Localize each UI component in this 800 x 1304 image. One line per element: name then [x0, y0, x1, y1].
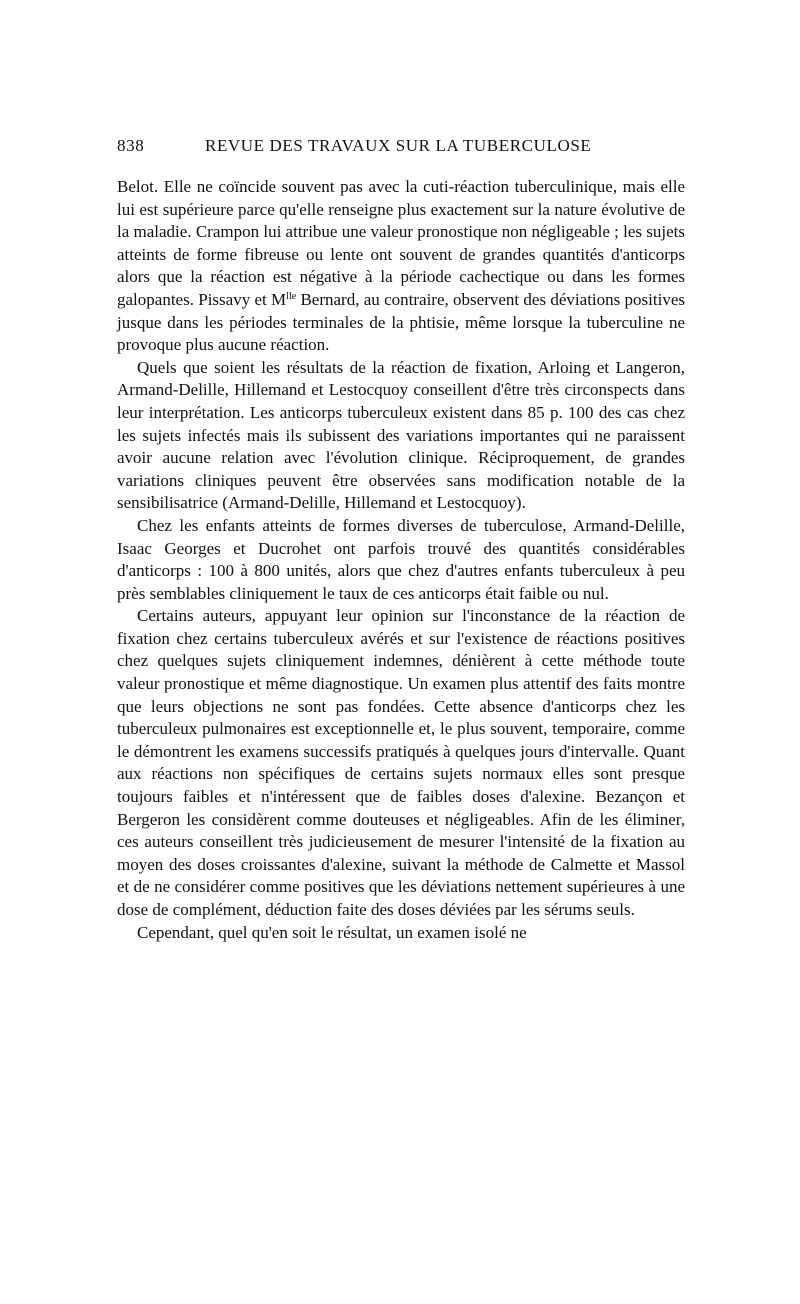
paragraph-continued [117, 176, 685, 357]
page-number: 838 [117, 136, 145, 155]
paragraph: Quels que soient les résultats de la réaction de fixation, Arloing et Langeron, Armand-Delille, Hillemand et Lestocquoy conseillent d'être très circonspects dans leur interprétation. Les anticorps tuberculeux existent dans 85 p. 100 des cas chez les sujets infectés mais ils subissent des variations importantes qui ne paraissent avoir aucune relation avec l'évolution clinique. Réciproquement, de grandes variations cliniques peuvent être observées sans modification notable de la sensibilisatrice (Armand-Delille, Hillemand et Lestocquoy). [117, 357, 685, 513]
running-head [117, 136, 685, 160]
paragraph-text-before: Belot. Elle ne coïncide souvent pas avec la cuti-réaction tuberculinique, mais elle lui est supérieure parce qu'elle renseigne plus exactement sur la nature évolutive de la maladie. Crampon lui attribue une valeur pronostique non négligeable ; les sujets atteints de forme fibreuse ou lente ont souvent de grandes quantités d'anticorps alors que la réaction est négative à la période cachectique ou dans les formes galopantes. Pissavy et M [117, 177, 685, 309]
paragraph: Cependant, quel qu'en soit le résultat, un examen isolé ne [137, 922, 527, 942]
body-text [117, 176, 685, 944]
running-title: REVUE DES TRAVAUX SUR LA TUBERCULOSE [205, 136, 592, 155]
book-page [117, 136, 685, 944]
paragraph: Certains auteurs, appuyant leur opinion sur l'inconstance de la réaction de fixation chez certains tuberculeux avérés et sur l'existence de réactions positives chez quelques sujets cliniquement indemnes, dénièrent à cette méthode toute valeur pronostique et même diagnostique. Un examen plus attentif des faits montre que leurs objections ne sont pas fondées. Cette absence d'anticorps chez les tuberculeux pulmonaires est exceptionnelle et, le plus souvent, temporaire, comme le démontrent les examens successifs pratiqués à quelques jours d'intervalle. Quant aux réactions non spécifiques de certains sujets normaux elles sont presque toujours faibles et n'intéressent que de faibles doses d'alexine. Bezançon et Bergeron les considèrent comme douteuses et négligeables. Afin de les éliminer, ces auteurs conseillent très judicieusement de mesurer l'intensité de la fixation au moyen des doses croissantes d'alexine, suivant la méthode de Calmette et Massol et de ne considérer comme positives que les déviations nettement supérieures à une dose de complément, déduction faite des doses déviées par les sérums seuls. [117, 606, 685, 919]
paragraph-text-after: Bernard, au contraire, observent des déviations positives jusque dans les périodes terminales de la phtisie, même lorsque la tuberculine ne provoque plus aucune réaction. [117, 289, 685, 355]
superscript-abbreviation: lle [286, 290, 297, 302]
paragraph: Chez les enfants atteints de formes diverses de tuberculose, Armand-Delille, Isaac Georges et Ducrohet ont parfois trouvé des quantités considérables d'anticorps : 100 à 800 unités, alors que chez d'autres enfants tuberculeux à peu près semblables cliniquement le taux de ces anticorps était faible ou nul. [117, 515, 685, 603]
